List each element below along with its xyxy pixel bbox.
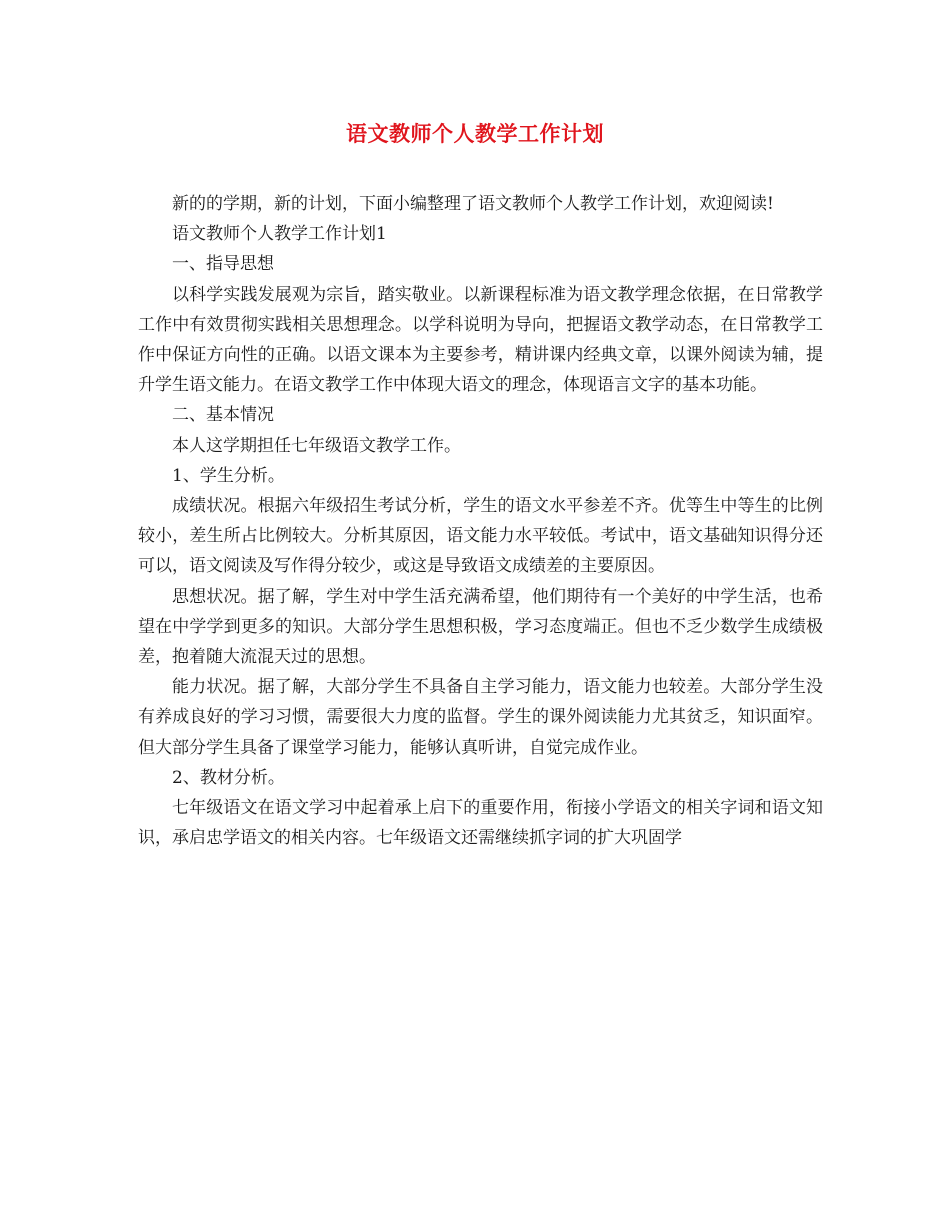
- subsection-heading-student-analysis: 1、学生分析。: [172, 465, 285, 486]
- thinking-paragraph: 思想状况。据了解，学生对中学生活充满希望，他们期待有一个美好的中学生活，也希望在中学学到更多的知识。大部分学生思想积极，学习态度端正。但也不乏少数学生成绩极差，抱着随大流混天过的思想。: [138, 586, 823, 668]
- guiding-thought-paragraph: 以科学实践发展观为宗旨，踏实敬业。以新课程标准为语文教学理念依据，在日常教学工作中有效贯彻实践相关思想理念。以学科说明为导向，把握语文教学动态，在日常教学工作中保证方向性的正确。以语文课本为主要参考，精讲课内经典文章，以课外阅读为辅，提升学生语文能力。在语文教学工作中体现大语文的理念，体现语言文字的基本功能。: [138, 284, 823, 396]
- document-body: [138, 189, 823, 853]
- ability-paragraph: 能力状况。据了解，大部分学生不具备自主学习能力，语文能力也较差。大部分学生没有养成良好的学习习惯，需要很大力度的监督。学生的课外阅读能力尤其贫乏，知识面窄。但大部分学生具备了课堂学习能力，能够认真听讲，自觉完成作业。: [138, 677, 823, 758]
- subsection-heading-textbook-analysis: 2、教材分析。: [172, 767, 285, 788]
- section-heading-basic-situation: 二、基本情况: [172, 405, 274, 426]
- document-title: 语文教师个人教学工作计划: [346, 121, 604, 146]
- intro-paragraph: 新的的学期，新的计划，下面小编整理了语文教师个人教学工作计划，欢迎阅读!: [172, 194, 774, 214]
- basic-situation-paragraph: 本人这学期担任七年级语文教学工作。: [172, 435, 461, 456]
- section-heading-guiding-thought: 一、指导思想: [172, 254, 274, 275]
- textbook-paragraph: 七年级语文在语文学习中起着承上启下的重要作用，衔接小学语文的相关字词和语文知识，承启忠学语文的相关内容。七年级语文还需继续抓字词的扩大巩固学: [138, 798, 823, 849]
- plan-heading: 语文教师个人教学工作计划1: [172, 224, 387, 245]
- grades-paragraph: 成绩状况。根据六年级招生考试分析，学生的语文水平参差不齐。优等生中等生的比例较小，差生所占比例较大。分析其原因，语文能力水平较低。考试中，语文基础知识得分还可以，语文阅读及写作得分较少，或这是导致语文成绩差的主要原因。: [138, 496, 823, 577]
